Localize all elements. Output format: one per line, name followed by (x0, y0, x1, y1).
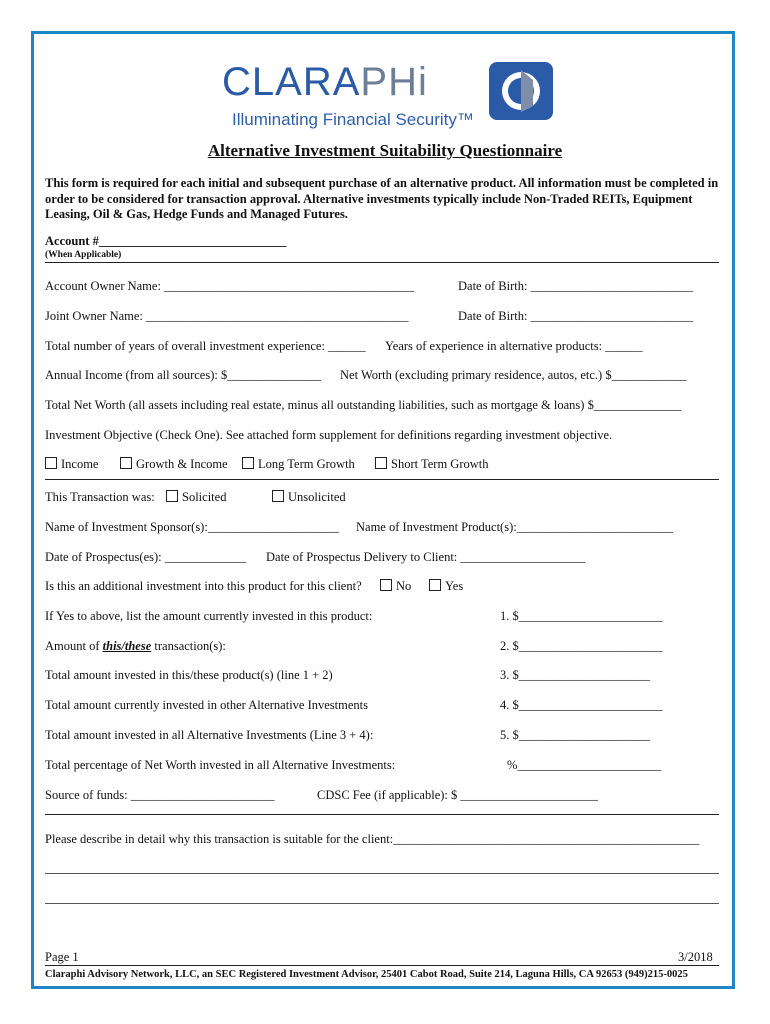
line-3-label: Total amount invested in this/these product(s) (line 1 + 2) (45, 668, 333, 682)
suitability-description-field[interactable]: Please describe in detail why this transaction is suitable for the client:_________________________________________________ (45, 832, 700, 846)
line-5-field[interactable]: 5. $_____________________ (500, 728, 650, 742)
brand-logo (222, 60, 428, 105)
brand-mark-icon (489, 62, 553, 120)
brand-tagline: Illuminating Financial Security™ (232, 110, 474, 129)
prospectus-delivery-field[interactable]: Date of Prospectus Delivery to Client: ____________________ (266, 550, 586, 564)
brand-left: CLARA (222, 60, 361, 104)
objective-long-term[interactable]: Long Term Growth (242, 457, 355, 472)
divider (45, 965, 719, 966)
line-4-field[interactable]: 4. $_______________________ (500, 698, 663, 712)
writing-line[interactable] (45, 873, 719, 874)
divider (45, 479, 719, 480)
annual-income-field[interactable]: Annual Income (from all sources): $_______________ (45, 368, 321, 382)
line-1-field[interactable]: 1. $_______________________ (500, 609, 663, 623)
line-5-label: Total amount invested in all Alternative Investments (Line 3 + 4): (45, 728, 374, 742)
page-title: Alternative Investment Suitability Questionnaire (207, 141, 563, 160)
line-6-field[interactable]: %_______________________ (507, 758, 662, 772)
prospectus-date-field[interactable]: Date of Prospectus(es): _____________ (45, 550, 247, 564)
net-worth-field[interactable]: Net Worth (excluding primary residence, autos, etc.) $____________ (340, 368, 687, 382)
objective-short-term[interactable]: Short Term Growth (375, 457, 489, 472)
additional-yes-option[interactable]: Yes (429, 579, 463, 594)
page-number: Page 1 (45, 950, 79, 964)
writing-line[interactable] (45, 903, 719, 904)
transaction-label: This Transaction was: (45, 490, 155, 504)
sponsor-field[interactable]: Name of Investment Sponsor(s):_____________________ (45, 520, 340, 534)
account-note: (When Applicable) (45, 250, 122, 260)
checkbox[interactable] (242, 457, 254, 469)
footer-text: Claraphi Advisory Network, LLC, an SEC Registered Investment Advisor, 25401 Cabot Road, Suite 214, Laguna Hills, CA 92653 (949)215-0025 (45, 969, 688, 980)
objective-growth-income[interactable]: Growth & Income (120, 457, 228, 472)
intro-text: This form is required for each initial and subsequent purchase of an alternative product. All information must be completed in order to be considered for transaction approval. Alternative investments typically include Non-Traded REITs, Equipment Leasing, Oil & Gas, Hedge Funds and Managed Futures. (45, 176, 719, 221)
checkbox[interactable] (45, 457, 57, 469)
line-3-field[interactable]: 3. $_____________________ (500, 668, 650, 682)
checkbox[interactable] (120, 457, 132, 469)
line-4-label: Total amount currently invested in other Alternative Investments (45, 698, 368, 712)
solicited-option[interactable]: Solicited (166, 490, 226, 505)
objective-income[interactable]: Income (45, 457, 98, 472)
total-net-worth-field[interactable]: Total Net Worth (all assets including real estate, minus all outstanding liabilities, such as mortgage & loans) $______________ (45, 398, 682, 412)
line-6-label: Total percentage of Net Worth invested in all Alternative Investments: (45, 758, 396, 772)
checkbox[interactable] (166, 490, 178, 502)
joint-dob-field[interactable]: Date of Birth: __________________________ (458, 309, 694, 323)
source-funds-field[interactable]: Source of funds: _______________________ (45, 788, 275, 802)
joint-name-field[interactable]: Joint Owner Name: __________________________________________ (45, 309, 409, 323)
unsolicited-option[interactable]: Unsolicited (272, 490, 346, 505)
checkbox[interactable] (429, 579, 441, 591)
line-1-label: If Yes to above, list the amount currently invested in this product: (45, 609, 373, 623)
checkbox[interactable] (272, 490, 284, 502)
checkbox[interactable] (375, 457, 387, 469)
brand-right: PHi (360, 60, 428, 104)
checkbox[interactable] (380, 579, 392, 591)
product-field[interactable]: Name of Investment Product(s):_________________________ (356, 520, 673, 534)
years-alt-field[interactable]: Years of experience in alternative products: ______ (385, 339, 643, 353)
form-date: 3/2018 (678, 950, 713, 964)
owner-name-field[interactable]: Account Owner Name: ________________________________________ (45, 279, 415, 293)
additional-question: Is this an additional investment into this product for this client? (45, 579, 362, 593)
owner-dob-field[interactable]: Date of Birth: __________________________ (458, 279, 694, 293)
divider (45, 262, 719, 263)
line-2-label: Amount of this/these transaction(s): (45, 639, 226, 653)
divider (45, 814, 719, 815)
additional-no-option[interactable]: No (380, 579, 411, 594)
objective-instruction: Investment Objective (Check One). See attached form supplement for definitions regarding investment objective. (45, 428, 613, 442)
line-2-field[interactable]: 2. $_______________________ (500, 639, 663, 653)
years-overall-field[interactable]: Total number of years of overall investment experience: ______ (45, 339, 366, 353)
cdsc-fee-field[interactable]: CDSC Fee (if applicable): $ ______________________ (317, 788, 598, 802)
account-number-field[interactable]: Account #______________________________ (45, 234, 287, 248)
